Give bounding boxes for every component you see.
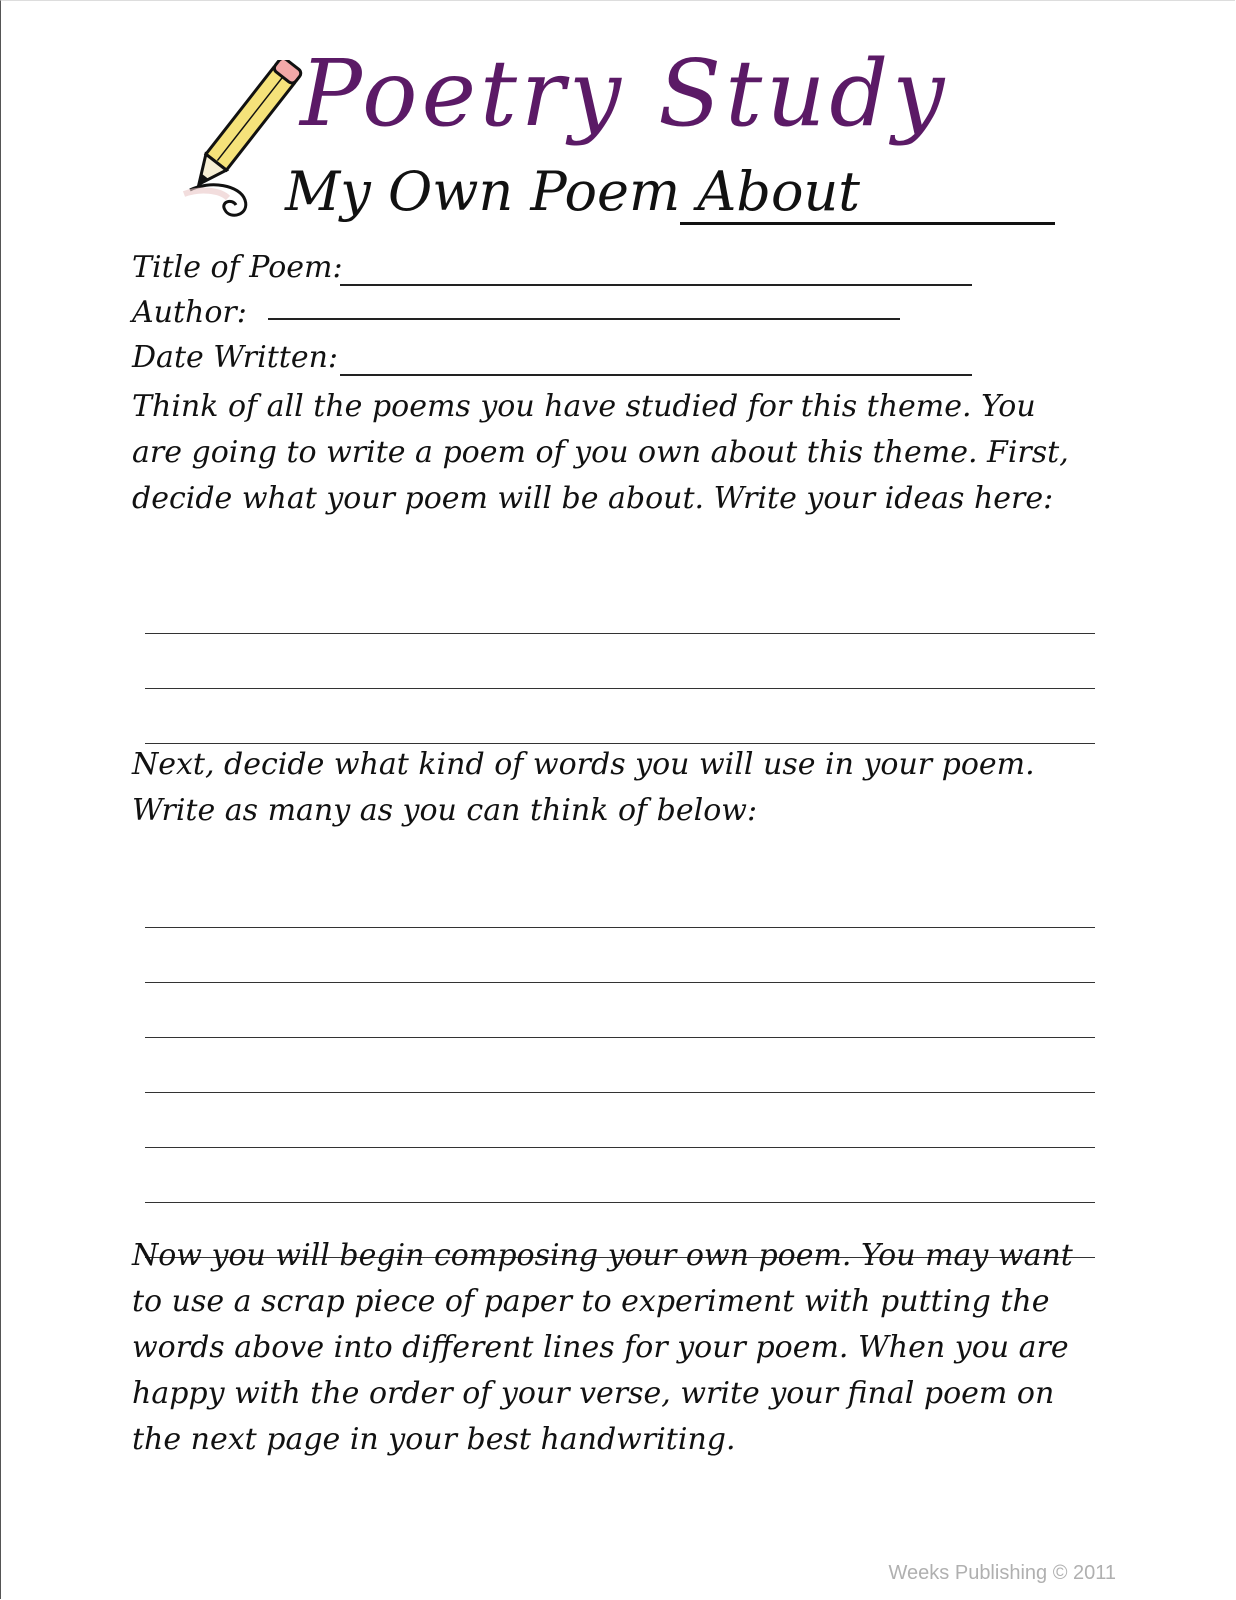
- subtitle-blank-line[interactable]: [680, 222, 1055, 225]
- title-of-poem-line[interactable]: [340, 284, 972, 286]
- ideas-instructions: Think of all the poems you have studied for this theme. You are going to write a poem of you own about this theme. First, decide what your poem will be about. Write your ideas here:: [132, 389, 1069, 516]
- words-line[interactable]: [145, 1092, 1095, 1093]
- words-line[interactable]: [145, 927, 1095, 928]
- words-line[interactable]: [145, 982, 1095, 983]
- author-label: Author:: [132, 295, 247, 330]
- words-instructions: Next, decide what kind of words you will use in your poem. Write as many as you can think of below:: [132, 747, 1035, 828]
- words-line[interactable]: [145, 1037, 1095, 1038]
- compose-instructions: Now you will begin composing your own poem. You may want to use a scrap piece of paper to experiment with putting the words above into different lines for your poem. When you are happy with the order of your verse, write your final poem on the next page in your best handwriting.: [132, 1238, 1073, 1457]
- date-written-line[interactable]: [340, 374, 972, 376]
- page-title: Poetry Study: [300, 40, 949, 147]
- author-line[interactable]: [268, 318, 900, 320]
- ideas-line[interactable]: [145, 688, 1095, 689]
- page-subtitle: My Own Poem About: [285, 160, 860, 223]
- title-of-poem-label: Title of Poem:: [132, 250, 343, 285]
- words-line[interactable]: [145, 1202, 1095, 1203]
- words-line[interactable]: [145, 1147, 1095, 1148]
- ideas-line[interactable]: [145, 633, 1095, 634]
- copyright-footer: Weeks Publishing © 2011: [888, 1562, 1116, 1584]
- date-written-label: Date Written:: [132, 340, 339, 375]
